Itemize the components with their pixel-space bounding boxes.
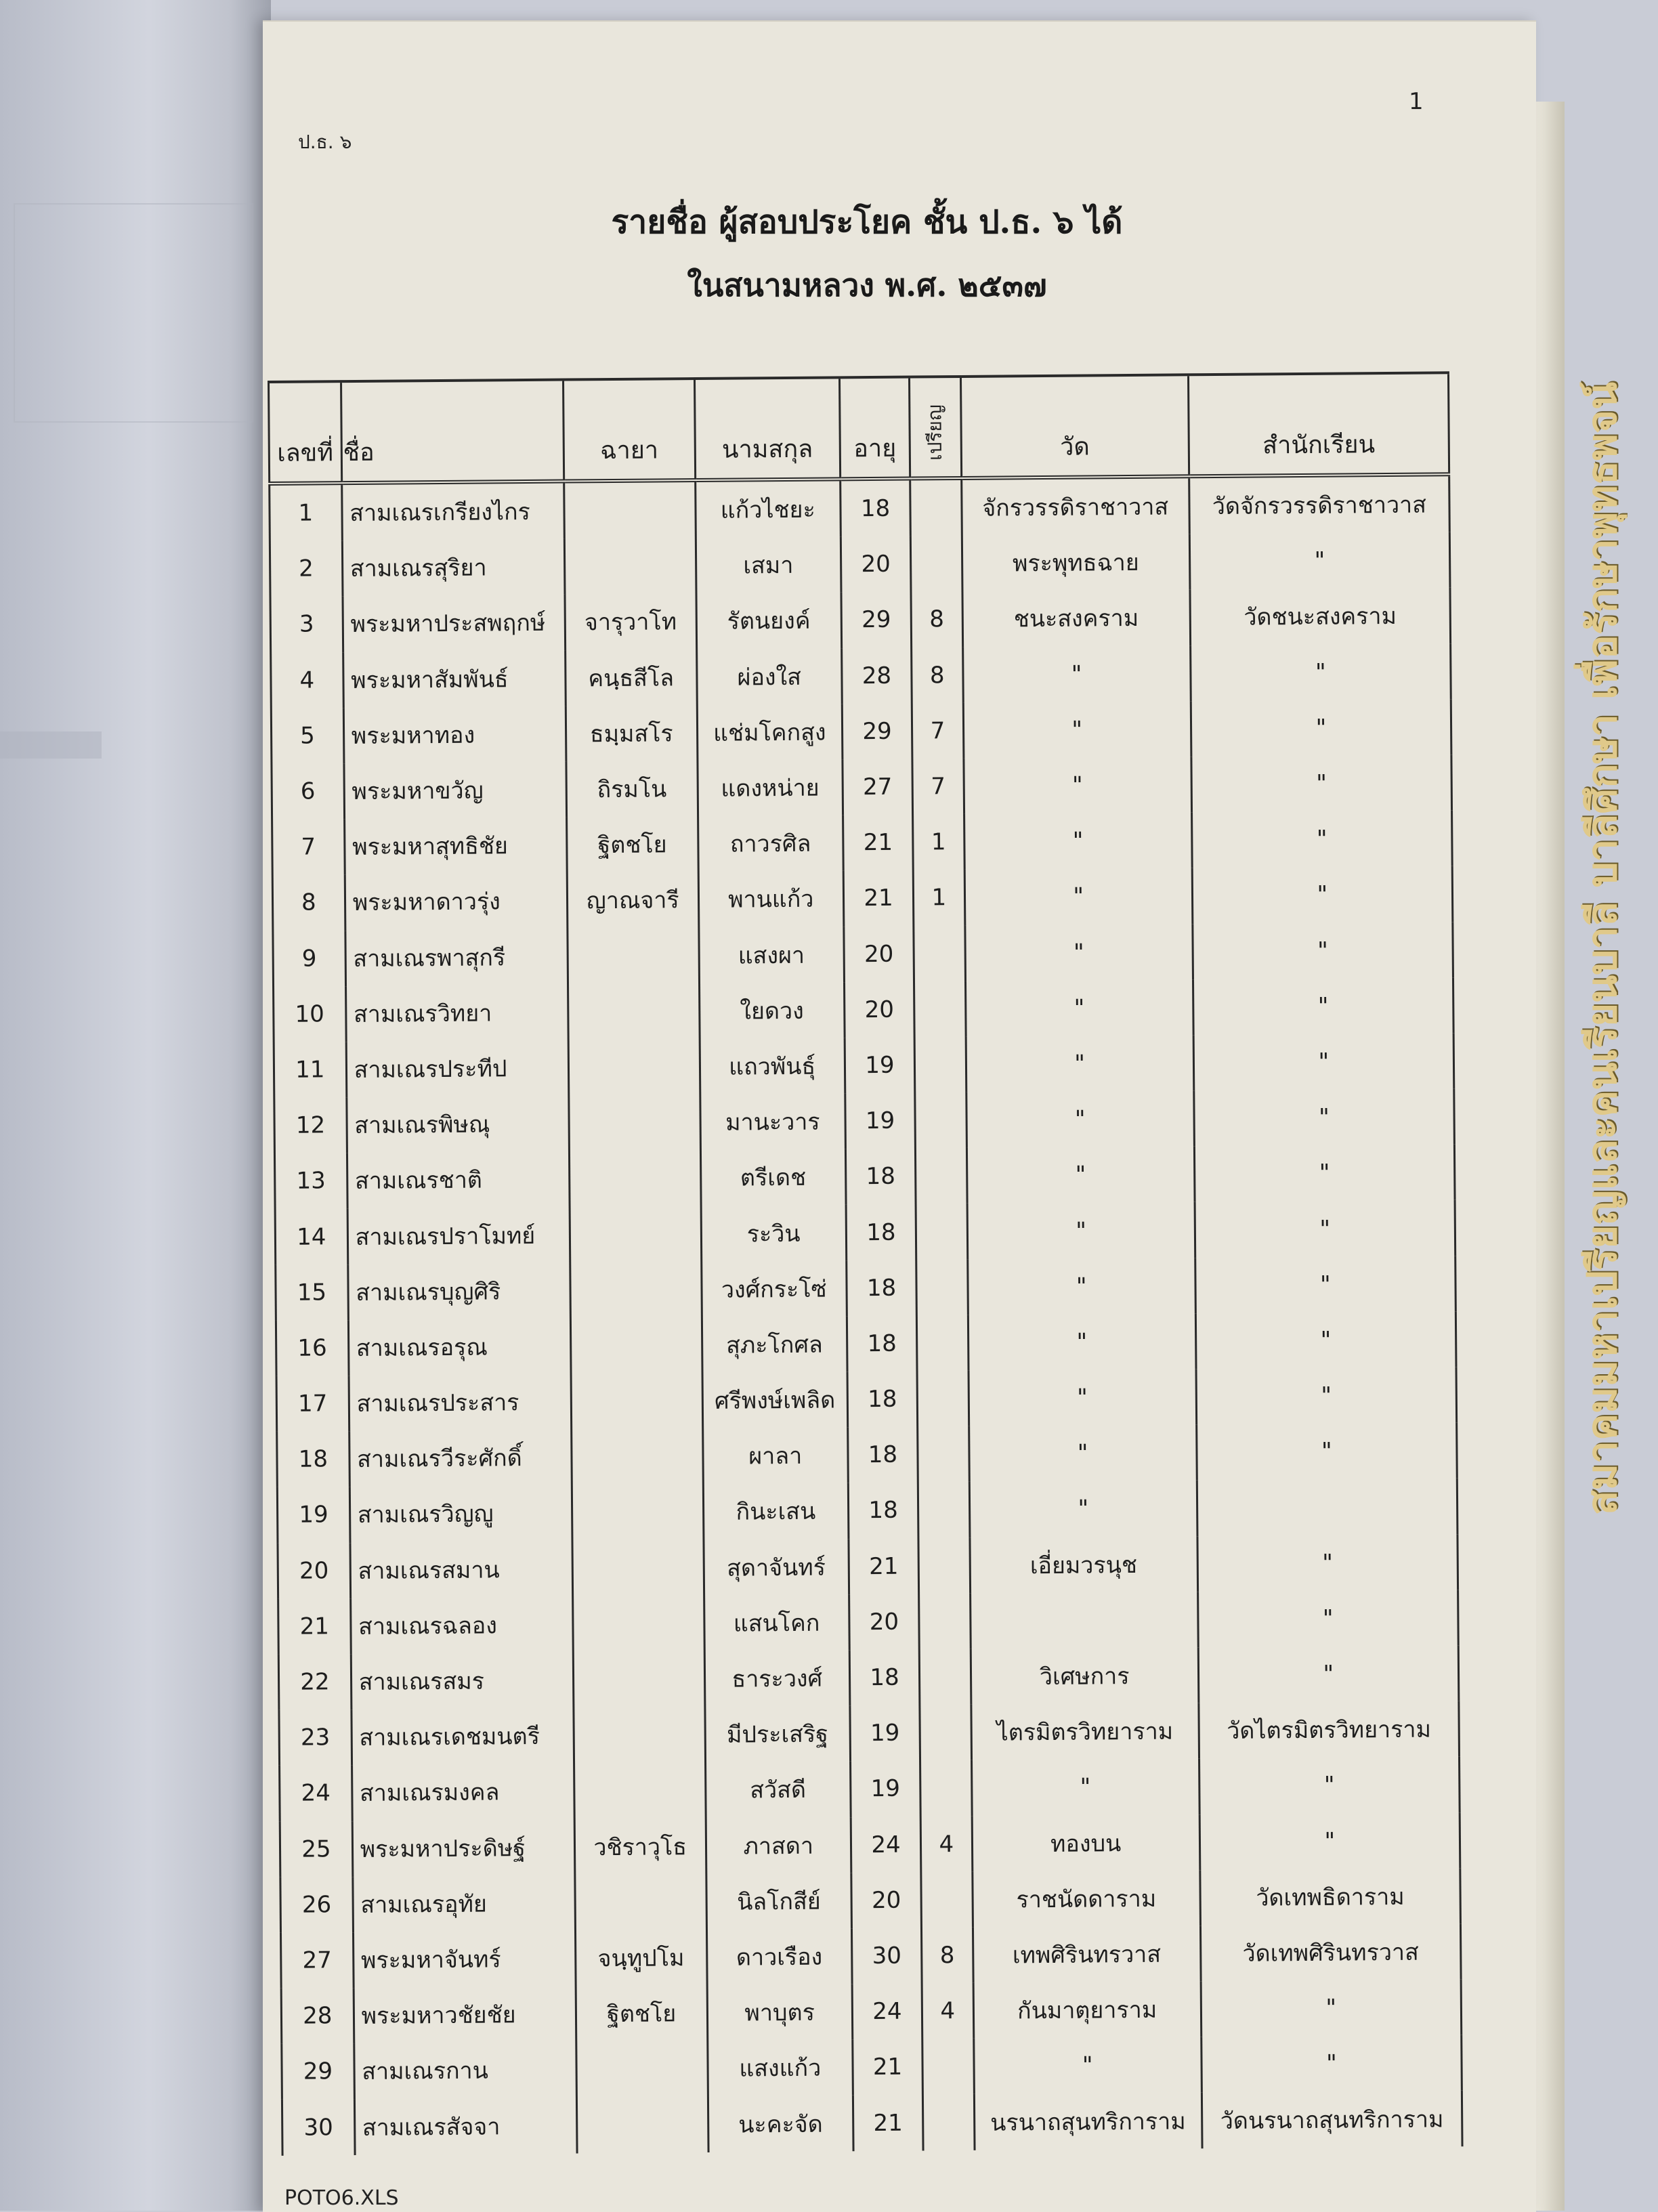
table-row xyxy=(280,1868,1461,1933)
cell-no: 11 xyxy=(274,1042,346,1098)
cell-grade xyxy=(916,1315,968,1371)
col-header-grade-label: เปรียญ xyxy=(923,404,947,461)
cell-surname: สวัสดี xyxy=(705,1762,851,1818)
cell-school: " xyxy=(1197,1590,1458,1647)
cell-wat: " xyxy=(967,1202,1195,1260)
cell-no: 18 xyxy=(277,1431,349,1487)
cell-age: 19 xyxy=(850,1705,920,1762)
cell-wat: ราชนัดดาราม xyxy=(972,1870,1200,1928)
page-number: 1 xyxy=(1409,88,1424,115)
cell-wat: " xyxy=(966,1147,1195,1204)
col-header-age: อายุ xyxy=(839,377,910,480)
table-row xyxy=(271,643,1451,708)
cell-school: " xyxy=(1201,2035,1462,2092)
cell-no: 24 xyxy=(280,1765,352,1821)
cell-surname: วงศ์กระโซ่ xyxy=(701,1260,847,1317)
cell-surname: มานะวาร xyxy=(700,1093,845,1150)
cell-alias xyxy=(574,1762,705,1819)
cell-age: 18 xyxy=(847,1315,917,1371)
cell-no: 17 xyxy=(276,1376,349,1432)
cell-surname: แก้วไชยะ xyxy=(695,479,841,538)
cell-age: 20 xyxy=(841,536,911,593)
cell-school: " xyxy=(1191,699,1451,757)
cell-surname: ถาวรศิล xyxy=(698,815,843,872)
cell-alias xyxy=(568,928,699,985)
cell-surname: ผ่องใส xyxy=(696,648,842,705)
table-row xyxy=(276,1311,1456,1376)
cell-age: 19 xyxy=(850,1761,920,1817)
cell-grade: 7 xyxy=(912,703,963,759)
cell-surname: พาบุตร xyxy=(707,1984,853,2041)
table-row xyxy=(270,588,1451,653)
cell-surname: มีประเสริฐ xyxy=(704,1705,850,1762)
cell-wat: " xyxy=(966,1090,1194,1148)
cell-name: สามเณรสัจจา xyxy=(354,2098,577,2155)
cell-name: พระมหาขวัญ xyxy=(344,761,567,819)
cell-age: 18 xyxy=(845,1149,916,1205)
cell-surname: ผาลา xyxy=(702,1428,848,1485)
cell-alias xyxy=(568,983,699,1040)
cell-alias: ฐิตชโย xyxy=(566,816,698,873)
cell-age: 29 xyxy=(841,592,912,648)
cell-age: 21 xyxy=(843,815,913,871)
cell-school xyxy=(1197,1479,1458,1536)
cell-grade: 8 xyxy=(912,647,963,704)
table-row xyxy=(280,1812,1460,1877)
cell-school: " xyxy=(1196,1422,1457,1480)
table-row xyxy=(278,1534,1458,1599)
cell-name: สามเณรบุญศิริ xyxy=(347,1262,570,1320)
page-subtitle: ในสนามหลวง พ.ศ. ๒๕๓๗ xyxy=(687,267,1047,303)
cell-name: สามเณรอุทัย xyxy=(353,1875,576,1932)
cell-grade: 4 xyxy=(920,1816,972,1872)
cell-alias xyxy=(569,1094,700,1151)
cell-name: พระมหาประดิษฐ์ xyxy=(352,1819,575,1877)
cell-name: สามเณรมงคล xyxy=(352,1764,574,1821)
cell-name: สามเณรวีระศักดิ์ xyxy=(349,1430,572,1487)
cell-grade xyxy=(915,1148,966,1204)
table-row xyxy=(274,977,1454,1042)
cell-no: 25 xyxy=(280,1821,352,1877)
cell-grade xyxy=(922,2039,974,2095)
cell-no: 26 xyxy=(280,1877,353,1933)
cell-name: พระมหาสัมพันธ์ xyxy=(343,650,566,708)
cell-name: พระมหาสุทธิชัย xyxy=(344,817,567,875)
cell-school: วัดไตรมิตรวิทยาราม xyxy=(1199,1701,1460,1758)
cell-wat: " xyxy=(966,1035,1194,1092)
cell-name: สามเณรสมาน xyxy=(350,1541,573,1598)
table-row xyxy=(272,866,1453,931)
cell-age: 18 xyxy=(841,479,911,537)
col-header-surname: นามสกุล xyxy=(694,377,840,480)
cell-school: " xyxy=(1193,977,1453,1035)
cell-school: " xyxy=(1194,1145,1455,1202)
cell-no: 21 xyxy=(278,1598,351,1655)
cell-school: " xyxy=(1195,1311,1456,1369)
cell-surname: แช่มโคกสูง xyxy=(697,704,843,761)
cell-school: วัดนรนาถสุนทริการาม xyxy=(1202,2091,1462,2148)
cell-no: 1 xyxy=(270,483,342,541)
cell-name: สามเณรเดชมนตรี xyxy=(352,1708,574,1766)
cell-wat: " xyxy=(969,1424,1197,1482)
cell-alias xyxy=(573,1651,704,1708)
cell-no: 30 xyxy=(282,2100,354,2156)
cell-surname: แสงแก้ว xyxy=(707,2040,853,2097)
cell-school: วัดจักรวรรดิราชาวาส xyxy=(1189,474,1449,534)
cell-grade: 1 xyxy=(913,870,964,926)
cell-alias xyxy=(570,1317,702,1374)
cell-alias: คนฺธสีโล xyxy=(565,650,696,706)
cell-name: พระมหาทอง xyxy=(343,706,566,763)
cell-wat: จักรวรรดิราชาวาส xyxy=(961,476,1189,536)
cell-age: 18 xyxy=(848,1427,918,1483)
cell-no: 10 xyxy=(274,986,346,1042)
cell-alias: ถิรมโน xyxy=(566,761,698,817)
cell-school: " xyxy=(1199,1812,1460,1870)
cell-age: 18 xyxy=(846,1204,916,1260)
cell-grade: 8 xyxy=(911,591,962,647)
cell-surname: แดงหน่าย xyxy=(698,759,843,816)
cell-school: " xyxy=(1190,643,1451,701)
cell-surname: ระวิน xyxy=(701,1205,847,1262)
cell-grade xyxy=(914,925,965,981)
cell-name: สามเณรประทีป xyxy=(346,1040,569,1097)
cell-no: 20 xyxy=(278,1543,350,1599)
cell-name: พระมหาวชัยชัย xyxy=(354,1986,576,2044)
cell-no: 13 xyxy=(274,1153,347,1209)
cell-alias xyxy=(572,1540,704,1597)
cell-age: 24 xyxy=(851,1816,921,1873)
cell-surname: ศรีพงษ์เพลิด xyxy=(702,1371,848,1428)
table-row xyxy=(282,2035,1462,2100)
table-row xyxy=(277,1479,1458,1544)
cell-wat: " xyxy=(971,1759,1199,1816)
cell-surname: แถวพันธุ์ xyxy=(700,1038,845,1094)
cell-wat: วิเศษการ xyxy=(971,1647,1199,1705)
cell-surname: สุภะโกศล xyxy=(702,1316,847,1373)
cell-alias: วชิราวุโธ xyxy=(574,1818,706,1875)
cell-age: 20 xyxy=(849,1594,920,1650)
table-row xyxy=(282,2091,1462,2156)
table-row xyxy=(270,532,1450,597)
cell-wat: " xyxy=(969,1369,1197,1426)
table-row xyxy=(274,1033,1454,1098)
table-row xyxy=(278,1590,1459,1655)
cell-school: " xyxy=(1189,532,1450,589)
cell-alias xyxy=(570,1206,701,1262)
cell-surname: ใยดวง xyxy=(699,982,845,1039)
cell-school: " xyxy=(1191,810,1452,868)
cell-no: 6 xyxy=(272,763,344,820)
table-row xyxy=(276,1256,1456,1321)
cell-age: 28 xyxy=(842,647,912,704)
cell-name: พระมหาประสพฤกษ์ xyxy=(343,595,566,652)
cell-alias xyxy=(575,1874,706,1931)
cell-grade xyxy=(914,1037,966,1093)
cell-age: 18 xyxy=(847,1371,918,1428)
cell-no: 12 xyxy=(274,1097,347,1153)
cell-alias xyxy=(568,1039,700,1096)
cell-wat: " xyxy=(967,1258,1195,1315)
cell-grade xyxy=(910,478,962,536)
cell-alias xyxy=(576,2096,708,2153)
cell-wat: " xyxy=(964,924,1193,981)
cell-no: 7 xyxy=(272,819,345,875)
cell-no: 15 xyxy=(276,1264,348,1321)
col-header-name: ชื่อ xyxy=(341,380,564,484)
cell-grade xyxy=(910,536,962,592)
cell-wat: พระพุทธฉาย xyxy=(962,534,1190,592)
cell-name: สามเณรฉลอง xyxy=(350,1596,573,1654)
cell-surname: ภาสดา xyxy=(706,1817,851,1874)
cell-wat: " xyxy=(973,2037,1202,2094)
col-header-school: สำนักเรียน xyxy=(1188,373,1449,476)
col-header-wat: วัด xyxy=(960,375,1189,478)
cell-name: สามเณรประสาร xyxy=(349,1374,572,1432)
cell-school: วัดเทพศิรินทรวาส xyxy=(1200,1923,1461,1981)
cell-grade: 7 xyxy=(912,759,964,815)
cell-school: " xyxy=(1196,1367,1457,1424)
cell-wat: " xyxy=(969,1481,1197,1538)
col-header-no: เลขที่ xyxy=(269,381,342,484)
cell-school: " xyxy=(1195,1200,1455,1258)
cell-wat: ชนะสงคราม xyxy=(962,590,1191,647)
cell-no: 19 xyxy=(277,1487,349,1543)
cell-name: พระมหาจันทร์ xyxy=(353,1930,576,1988)
cell-age: 18 xyxy=(848,1483,918,1539)
cell-alias xyxy=(572,1484,703,1541)
cell-grade xyxy=(918,1482,969,1538)
cell-grade xyxy=(920,1760,972,1816)
cell-surname: ดาวเรือง xyxy=(706,1928,852,1985)
left-page xyxy=(0,0,271,2211)
cell-no: 4 xyxy=(271,652,343,708)
page-title: รายชื่อ ผู้สอบประโยค ชั้น ป.ธ. ๖ ได้ xyxy=(611,203,1123,241)
cell-alias: จารุวาโท xyxy=(565,593,696,650)
cell-grade: 4 xyxy=(922,1983,973,2039)
cell-no: 3 xyxy=(270,597,343,653)
table-row xyxy=(274,1145,1455,1210)
cell-age: 19 xyxy=(845,1093,916,1149)
cell-alias xyxy=(576,2041,708,2098)
table-row xyxy=(280,1757,1460,1822)
cell-school: " xyxy=(1192,866,1453,924)
cell-alias xyxy=(570,1262,702,1319)
cell-age: 21 xyxy=(853,2039,923,2096)
cell-grade xyxy=(914,981,966,1038)
cell-school: " xyxy=(1191,754,1452,812)
cell-school: วัดชนะสงคราม xyxy=(1190,588,1451,645)
cell-grade xyxy=(922,2094,974,2150)
cell-name: สามเณรปราโมทย์ xyxy=(347,1207,570,1264)
cell-age: 18 xyxy=(847,1260,917,1316)
cell-wat: " xyxy=(962,645,1191,703)
cell-alias xyxy=(572,1428,703,1485)
table-row xyxy=(270,474,1450,541)
cell-grade xyxy=(916,1260,968,1316)
cell-age: 24 xyxy=(852,1984,922,2040)
cell-surname: นิลโกสีย์ xyxy=(706,1873,851,1930)
cell-grade xyxy=(919,1594,971,1650)
footer-filename: POTO6.XLS xyxy=(284,2186,399,2210)
table-row xyxy=(271,699,1451,764)
table-row xyxy=(272,754,1452,820)
cell-surname: พานแก้ว xyxy=(698,871,844,928)
cell-surname: ตรีเดช xyxy=(700,1149,846,1206)
table-row xyxy=(274,1088,1455,1153)
cell-alias xyxy=(571,1373,702,1430)
cell-no: 2 xyxy=(270,540,342,597)
cell-wat: ไตรมิตรวิทยาราม xyxy=(971,1703,1199,1760)
table-row xyxy=(281,1979,1462,2044)
cell-school: " xyxy=(1198,1645,1459,1703)
cell-no: 5 xyxy=(271,708,343,764)
cell-name: สามเณรพาสุกรี xyxy=(345,929,568,986)
cell-wat xyxy=(970,1592,1198,1649)
table-row xyxy=(276,1367,1457,1432)
table-row xyxy=(277,1422,1458,1487)
cell-age: 18 xyxy=(849,1649,920,1705)
left-page-bleed-mark xyxy=(0,731,102,759)
cell-age: 21 xyxy=(849,1538,919,1594)
cell-wat: " xyxy=(968,1313,1196,1371)
cell-alias: ญาณจารี xyxy=(567,872,698,929)
cell-surname: รัตนยงค์ xyxy=(696,593,842,650)
cell-no: 23 xyxy=(279,1709,352,1766)
table-row xyxy=(273,922,1453,987)
cell-grade: 8 xyxy=(922,1928,973,1984)
table-row xyxy=(279,1701,1460,1766)
cell-name: สามเณรวิทยา xyxy=(345,984,568,1042)
watermark-text: สมาคมมหาเปรียญและคนเรียนบาลี บาลีศึกษา เพื่อรักษาพุทธพจน์ xyxy=(1579,381,1626,1515)
cell-alias: ธมฺมสโร xyxy=(566,705,697,762)
cell-grade xyxy=(920,1705,971,1761)
cell-name: สามเณรวิญญู xyxy=(349,1485,572,1543)
cell-surname: สุดาจันทร์ xyxy=(704,1539,849,1596)
table-row xyxy=(272,810,1453,875)
cell-no: 14 xyxy=(275,1209,347,1265)
cell-no: 9 xyxy=(273,931,345,987)
cell-name: สามเณรเกรียงไกร xyxy=(341,482,564,541)
left-page-bleed-through xyxy=(14,203,253,423)
cell-no: 22 xyxy=(278,1654,351,1710)
cell-age: 20 xyxy=(844,926,914,982)
cell-surname: ธาระวงศ์ xyxy=(704,1650,850,1707)
cell-name: สามเณรอรุณ xyxy=(348,1318,571,1376)
cell-no: 29 xyxy=(282,2043,354,2100)
cell-age: 20 xyxy=(851,1872,922,1928)
cell-school: " xyxy=(1193,1033,1454,1090)
cell-alias xyxy=(574,1707,705,1764)
cell-alias xyxy=(569,1150,700,1207)
cell-name: สามเณรชาติ xyxy=(347,1151,570,1209)
cell-wat: นรนาถสุนทริการาม xyxy=(974,2093,1202,2150)
cell-age: 21 xyxy=(843,870,914,927)
cell-wat: เอี่ยมวรนุช xyxy=(970,1536,1198,1594)
cell-surname: แสนโคก xyxy=(704,1594,849,1651)
col-header-grade xyxy=(910,377,962,479)
cell-age: 30 xyxy=(851,1928,922,1984)
cell-school: " xyxy=(1195,1256,1455,1313)
cell-wat: " xyxy=(964,757,1192,814)
cell-grade: 1 xyxy=(913,814,964,870)
exam-level-code: ป.ธ. ๖ xyxy=(298,131,352,153)
cell-school: วัดเทพธิดาราม xyxy=(1200,1868,1461,1926)
cell-age: 21 xyxy=(853,2095,923,2151)
cell-no: 8 xyxy=(272,874,345,931)
cell-alias xyxy=(572,1596,704,1653)
cell-grade xyxy=(919,1649,971,1705)
cell-surname: เสมา xyxy=(696,537,841,594)
cell-grade xyxy=(915,1092,966,1149)
cell-no: 28 xyxy=(281,1988,354,2044)
cell-grade xyxy=(918,1426,969,1483)
cell-alias xyxy=(564,480,696,539)
cell-age: 27 xyxy=(843,759,913,815)
cell-grade xyxy=(917,1371,969,1427)
table-row xyxy=(281,1923,1462,1988)
cell-no: 27 xyxy=(281,1932,354,1988)
cell-wat: ทองบน xyxy=(972,1814,1200,1872)
cell-name: สามเณรสุริยา xyxy=(342,539,565,597)
cell-name: สามเณรกาน xyxy=(354,2042,576,2100)
results-table xyxy=(268,371,1464,2155)
cell-no: 16 xyxy=(276,1320,348,1376)
cell-surname: นะคะจัด xyxy=(708,2096,853,2152)
cell-wat: กันมาตุยาราม xyxy=(973,1981,1202,2039)
table-header-row xyxy=(269,373,1449,484)
cell-age: 20 xyxy=(844,981,914,1038)
cell-wat: " xyxy=(964,868,1193,926)
cell-name: สามเณรพิษณุ xyxy=(347,1096,570,1153)
cell-school: " xyxy=(1193,922,1453,979)
cell-alias: ฐิตชโย xyxy=(576,1985,707,2042)
cell-school: " xyxy=(1197,1534,1458,1592)
cell-wat: " xyxy=(963,701,1191,759)
table-row xyxy=(278,1645,1459,1710)
cell-surname: แสงผา xyxy=(698,927,844,983)
cell-school: " xyxy=(1201,1979,1462,2037)
table-row xyxy=(275,1200,1455,1265)
cell-alias xyxy=(564,538,696,595)
cell-alias: จนฺทูปโม xyxy=(575,1930,706,1986)
cell-school: " xyxy=(1199,1757,1460,1814)
cell-age: 19 xyxy=(845,1037,915,1093)
cell-age: 29 xyxy=(842,703,912,759)
cell-surname: กินะเสน xyxy=(703,1483,849,1540)
cell-school: " xyxy=(1194,1088,1455,1146)
cell-wat: " xyxy=(964,812,1192,870)
cell-grade xyxy=(918,1537,970,1594)
cell-wat: " xyxy=(965,979,1193,1037)
cell-wat: เทพศิรินทรวาส xyxy=(973,1926,1201,1983)
cell-grade xyxy=(921,1872,973,1928)
col-header-alias: ฉายา xyxy=(563,379,695,482)
cell-grade xyxy=(916,1204,967,1260)
cell-name: พระมหาดาวรุ่ง xyxy=(345,873,568,931)
cell-name: สามเณรสมร xyxy=(351,1652,574,1709)
